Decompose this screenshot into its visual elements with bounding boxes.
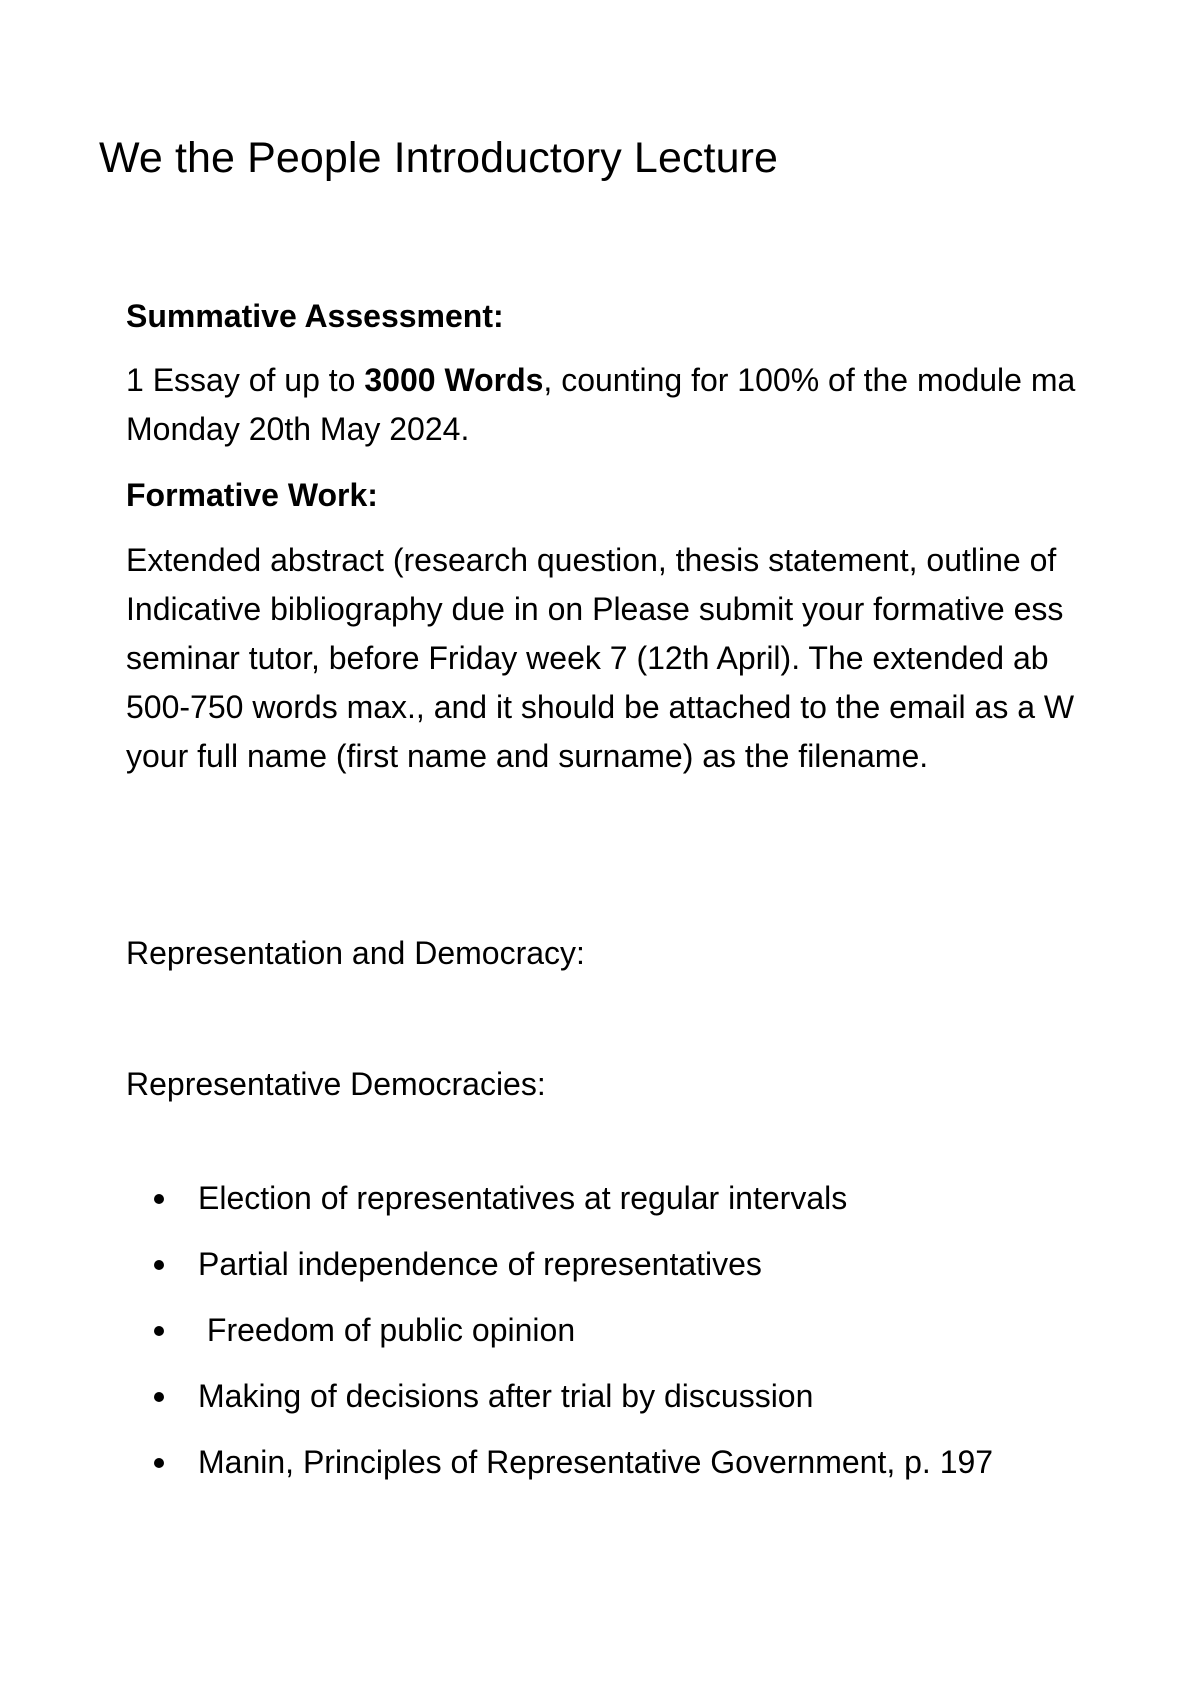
bullet-icon — [154, 1260, 164, 1270]
formative-line: Extended abstract (research question, thesis statement, outline of — [126, 542, 1057, 578]
formative-line: seminar tutor, before Friday week 7 (12th April). The extended ab — [126, 640, 1049, 676]
formative-line: 500-750 words max., and it should be attached to the email as a W — [126, 689, 1075, 725]
bullet-list — [126, 1174, 993, 1504]
list-item-text: Manin, Principles of Representative Government, p. 197 — [198, 1444, 994, 1480]
list-item — [126, 1174, 993, 1240]
bullet-icon — [154, 1194, 164, 1204]
word-limit: 3000 Words — [364, 362, 544, 398]
bullet-icon — [154, 1326, 164, 1336]
formative-paragraph — [126, 536, 1074, 781]
list-item-text: Making of decisions after trial by discussion — [198, 1378, 814, 1414]
summative-line-2: Monday 20th May 2024. — [126, 411, 470, 447]
formative-line: Indicative bibliography due in on Please submit your formative ess — [126, 591, 1064, 627]
summative-line-1-prefix: 1 Essay of up to — [126, 362, 365, 398]
list-item — [126, 1306, 993, 1372]
list-item-text: Election of representatives at regular intervals — [198, 1180, 848, 1216]
formative-heading: Formative Work: — [126, 477, 378, 513]
bullet-icon — [154, 1458, 164, 1468]
formative-line: your full name (first name and surname) as the filename. — [126, 738, 929, 774]
representative-democracies-heading: Representative Democracies: — [126, 1066, 546, 1102]
bullet-icon — [154, 1392, 164, 1402]
list-item-text: Freedom of public opinion — [198, 1312, 576, 1348]
list-item-text: Partial independence of representatives — [198, 1246, 762, 1282]
summative-heading: Summative Assessment: — [126, 298, 504, 334]
summative-line-1-suffix: , counting for 100% of the module ma — [543, 362, 1076, 398]
list-item — [126, 1438, 993, 1504]
summative-line-1 — [126, 356, 1075, 405]
list-item — [126, 1372, 993, 1438]
representation-heading: Representation and Democracy: — [126, 935, 585, 971]
summative-paragraph — [126, 356, 1075, 454]
page-title: We the People Introductory Lecture — [99, 134, 779, 182]
list-item — [126, 1240, 993, 1306]
